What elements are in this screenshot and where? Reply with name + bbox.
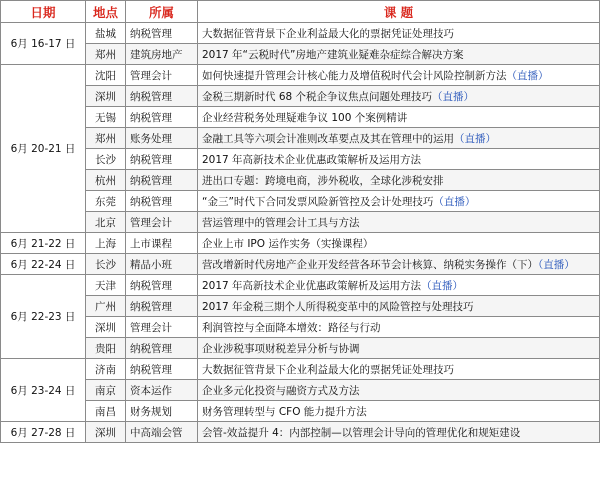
topic-cell <box>198 296 600 317</box>
dept-cell: 纳税管理 <box>126 191 198 212</box>
topic-cell <box>198 107 600 128</box>
schedule-body <box>1 23 600 443</box>
header-date: 日期 <box>1 1 86 23</box>
dept-cell: 精品小班 <box>126 254 198 275</box>
header-dept: 所属 <box>126 1 198 23</box>
city-cell: 广州 <box>86 296 126 317</box>
topic-cell <box>198 86 600 107</box>
topic-cell <box>198 44 600 65</box>
table-row <box>1 65 600 86</box>
live-tag[interactable]: （直播） <box>432 90 475 103</box>
topic-text: 营改增新时代房地产企业开发经营各环节会计核算、纳税实务操作（下） <box>202 258 538 271</box>
table-row <box>1 359 600 380</box>
topic-cell <box>198 380 600 401</box>
dept-cell: 建筑房地产 <box>126 44 198 65</box>
topic-text: 财务管理转型与 CFO 能力提升方法 <box>202 405 367 418</box>
topic-text: 会管-效益提升 4：内部控制—以管理会计导向的管理优化和规矩建设 <box>202 426 521 439</box>
table-row <box>1 254 600 275</box>
dept-cell: 财务规划 <box>126 401 198 422</box>
topic-text: 大数据征管背景下企业利益最大化的票据凭证处理技巧 <box>202 363 454 376</box>
city-cell: 上海 <box>86 233 126 254</box>
city-cell: 济南 <box>86 359 126 380</box>
city-cell: 深圳 <box>86 86 126 107</box>
topic-cell <box>198 359 600 380</box>
topic-cell <box>198 191 600 212</box>
topic-text: 企业多元化投资与融资方式及方法 <box>202 384 360 397</box>
table-row <box>1 212 600 233</box>
table-row <box>1 296 600 317</box>
topic-cell <box>198 170 600 191</box>
topic-text: 金融工具等六项会计准则改革要点及其在管理中的运用 <box>202 132 454 145</box>
live-tag[interactable]: （直播） <box>421 279 464 292</box>
dept-cell: 纳税管理 <box>126 170 198 191</box>
topic-cell <box>198 65 600 86</box>
city-cell: 盐城 <box>86 23 126 44</box>
topic-text: 2017 年“云税时代”房地产建筑业疑难杂症综合解决方案 <box>202 48 464 61</box>
live-tag[interactable]: （直播） <box>538 258 575 271</box>
topic-text: 金税三期新时代 68 个税企争议焦点问题处理技巧 <box>202 90 433 103</box>
table-row <box>1 128 600 149</box>
topic-cell <box>198 254 600 275</box>
date-cell: 6月 23-24 日 <box>1 359 86 422</box>
city-cell: 东莞 <box>86 191 126 212</box>
table-row <box>1 338 600 359</box>
topic-text: 2017 年金税三期个人所得税变革中的风险管控与处理技巧 <box>202 300 474 313</box>
topic-text: 大数据征管背景下企业利益最大化的票据凭证处理技巧 <box>202 27 454 40</box>
date-cell: 6月 22-23 日 <box>1 275 86 359</box>
table-row <box>1 233 600 254</box>
city-cell: 南京 <box>86 380 126 401</box>
dept-cell: 纳税管理 <box>126 359 198 380</box>
topic-text: 2017 年高新技术企业优惠政策解析及运用方法 <box>202 279 422 292</box>
dept-cell: 管理会计 <box>126 65 198 86</box>
table-row <box>1 380 600 401</box>
date-cell: 6月 22-24 日 <box>1 254 86 275</box>
table-row <box>1 170 600 191</box>
date-cell: 6月 21-22 日 <box>1 233 86 254</box>
live-tag[interactable]: （直播） <box>433 195 476 208</box>
city-cell: 无锡 <box>86 107 126 128</box>
date-cell: 6月 20-21 日 <box>1 65 86 233</box>
dept-cell: 纳税管理 <box>126 296 198 317</box>
city-cell: 北京 <box>86 212 126 233</box>
dept-cell: 管理会计 <box>126 212 198 233</box>
table-row <box>1 317 600 338</box>
topic-cell <box>198 149 600 170</box>
topic-text: 如何快速提升管理会计核心能力及增值税时代会计风险控制新方法 <box>202 69 507 82</box>
city-cell: 沈阳 <box>86 65 126 86</box>
city-cell: 南昌 <box>86 401 126 422</box>
header-city: 地点 <box>86 1 126 23</box>
dept-cell: 资本运作 <box>126 380 198 401</box>
city-cell: 贵阳 <box>86 338 126 359</box>
topic-cell <box>198 338 600 359</box>
topic-cell <box>198 212 600 233</box>
topic-text: 利润管控与全面降本增效：路径与行动 <box>202 321 381 334</box>
city-cell: 郑州 <box>86 128 126 149</box>
topic-cell <box>198 23 600 44</box>
dept-cell: 纳税管理 <box>126 107 198 128</box>
dept-cell: 上市课程 <box>126 233 198 254</box>
live-tag[interactable]: （直播） <box>506 69 549 82</box>
dept-cell: 纳税管理 <box>126 338 198 359</box>
table-row <box>1 422 600 443</box>
date-cell: 6月 16-17 日 <box>1 23 86 65</box>
city-cell: 杭州 <box>86 170 126 191</box>
date-cell: 6月 27-28 日 <box>1 422 86 443</box>
dept-cell: 纳税管理 <box>126 149 198 170</box>
topic-text: 企业经营税务处理疑难争议 100 个案例精讲 <box>202 111 408 124</box>
topic-text: 企业涉税事项财税差异分析与协调 <box>202 342 360 355</box>
topic-text: 进出口专题：跨境电商，涉外税收，全球化涉税安排 <box>202 174 444 187</box>
dept-cell: 纳税管理 <box>126 86 198 107</box>
topic-cell <box>198 128 600 149</box>
topic-cell <box>198 275 600 296</box>
topic-cell <box>198 233 600 254</box>
city-cell: 郑州 <box>86 44 126 65</box>
table-row <box>1 23 600 44</box>
dept-cell: 管理会计 <box>126 317 198 338</box>
dept-cell: 纳税管理 <box>126 23 198 44</box>
topic-cell <box>198 422 600 443</box>
city-cell: 长沙 <box>86 254 126 275</box>
dept-cell: 中高端会管 <box>126 422 198 443</box>
topic-cell <box>198 317 600 338</box>
header-row <box>1 1 600 23</box>
topic-text: 2017 年高新技术企业优惠政策解析及运用方法 <box>202 153 422 166</box>
live-tag[interactable]: （直播） <box>454 132 496 145</box>
topic-text: “金三”时代下合同发票风险新管控及会计处理技巧 <box>202 195 434 208</box>
header-topic: 课 题 <box>198 1 600 23</box>
topic-text: 企业上市 IPO 运作实务（实操课程） <box>202 237 374 250</box>
table-row <box>1 275 600 296</box>
city-cell: 深圳 <box>86 422 126 443</box>
city-cell: 深圳 <box>86 317 126 338</box>
city-cell: 天津 <box>86 275 126 296</box>
table-row <box>1 44 600 65</box>
topic-text: 营运管理中的管理会计工具与方法 <box>202 216 360 229</box>
table-row <box>1 191 600 212</box>
topic-cell <box>198 401 600 422</box>
table-row <box>1 107 600 128</box>
city-cell: 长沙 <box>86 149 126 170</box>
dept-cell: 账务处理 <box>126 128 198 149</box>
table-row <box>1 401 600 422</box>
table-row <box>1 149 600 170</box>
table-row <box>1 86 600 107</box>
dept-cell: 纳税管理 <box>126 275 198 296</box>
